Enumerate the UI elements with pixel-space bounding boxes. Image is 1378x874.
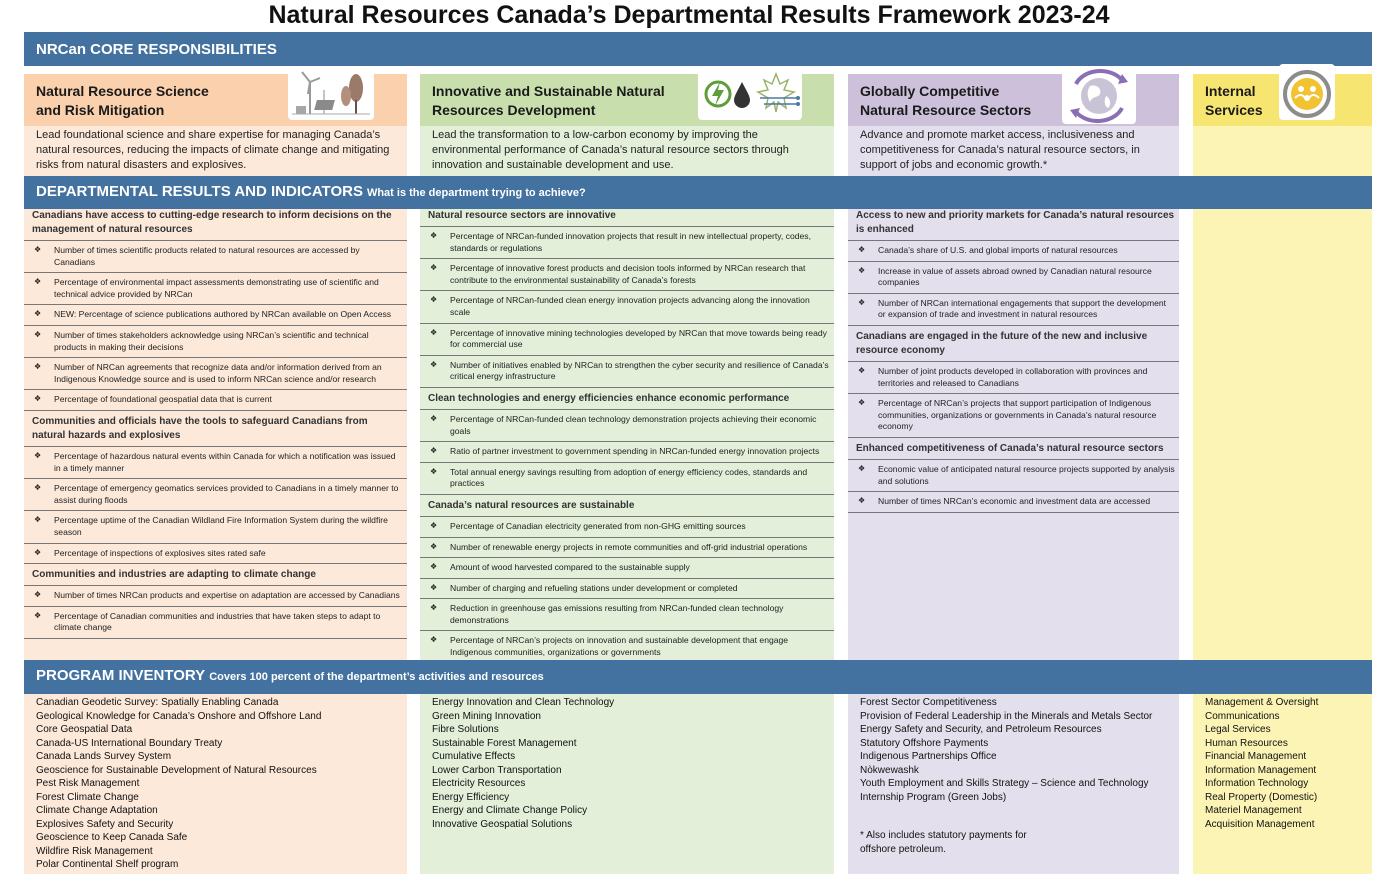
results-list-science [24, 209, 407, 643]
column-description-competitive: Advance and promote market access, inclusiveness and competitiveness for Canada’s natural resource sectors, in support of jobs and economic growth.* [860, 129, 1140, 171]
indicator-item: ❖ Number of times NRCan products and expertise on adaptation are accessed by Canadians [24, 586, 407, 607]
footnote: * Also includes statutory payments for offshore petroleum. [860, 830, 1027, 855]
indicator-item: ❖ Number of joint products developed in collaboration with provinces and territories and released to Canadians [848, 362, 1179, 394]
program-item: Real Property (Domestic) [1205, 791, 1318, 803]
results-band-title: DEPARTMENTAL RESULTS AND INDICATORS [36, 183, 363, 200]
indicator-item: ❖ Percentage of environmental impact assessments demonstrating use of scientific and technical advice provided by NRCan [24, 273, 407, 305]
column-heading-text: Internal Services [1205, 83, 1263, 118]
result-outcome: Canadians have access to cutting-edge research to inform decisions on the management of natural resources [24, 209, 407, 241]
program-item: Core Geospatial Data [36, 724, 133, 735]
indicator-item: ❖ Percentage uptime of the Canadian Wildland Fire Information System during the wildfire season [24, 511, 407, 543]
program-item: Energy and Climate Change Policy [432, 805, 588, 816]
results-list-innovation [420, 209, 834, 668]
result-outcome: Access to new and priority markets for Canada’s natural resources is enhanced [848, 209, 1179, 241]
result-outcome: Clean technologies and energy efficiencies enhance economic performance [420, 392, 834, 410]
result-outcome: Canadians are engaged in the future of the new and inclusive resource economy [848, 330, 1179, 362]
indicator-item: ❖ Percentage of Canadian communities and industries that have taken steps to adapt to climate change [24, 607, 407, 639]
indicator-item: ❖ Percentage of foundational geospatial data that is current [24, 390, 407, 411]
program-item: Forest Sector Competitiveness [860, 697, 997, 708]
indicator-item: ❖ Percentage of NRCan’s projects that support participation of Indigenous communities, organizations or governments in Canada’s natural resource economy [848, 394, 1179, 438]
indicator-item: ❖ Percentage of NRCan-funded clean technology demonstration projects achieving their economic goals [420, 410, 834, 442]
program-item: Nòkwewashk [860, 764, 919, 776]
program-inventory-band [24, 660, 1372, 694]
indicator-item: ❖ Amount of wood harvested compared to the sustainable supply [420, 558, 834, 579]
column-heading-text: Globally Competitive Natural Resource Sectors [860, 83, 1032, 118]
program-item: Forest Climate Change [36, 791, 139, 803]
program-item: Explosives Safety and Security [36, 818, 174, 830]
column-description-innovation: Lead the transformation to a low-carbon economy by improving the environmental performance of Canada’s natural resource sectors through innovation and sustainable development and use. [432, 129, 789, 171]
program-item: Energy Innovation and Clean Technology [432, 697, 615, 708]
program-item: Lower Carbon Transportation [432, 764, 562, 776]
indicator-item: ❖ Number of times NRCan’s economic and investment data are accessed [848, 492, 1179, 513]
program-item: Canadian Geodetic Survey: Spatially Enabling Canada [36, 697, 279, 708]
program-list-science [24, 696, 407, 872]
column-description-science: Lead foundational science and share expertise for managing Canada’s natural resources, reducing the impacts of climate change and mitigating risks from natural disasters and explosives. [36, 129, 390, 171]
program-item: Financial Management [1205, 751, 1307, 762]
wind-solar-forest-icon [288, 66, 374, 120]
program-item: Fibre Solutions [432, 724, 499, 735]
program-item: Management & Oversight [1205, 697, 1319, 708]
program-item: Geoscience for Sustainable Development of Natural Resources [36, 764, 317, 776]
program-list-internal [1193, 696, 1372, 831]
program-item: Legal Services [1205, 724, 1271, 735]
indicator-item: ❖ Percentage of Canadian electricity generated from non-GHG emitting sources [420, 517, 834, 538]
indicator-item: ❖ Percentage of NRCan’s projects on innovation and sustainable development that engage Indigenous communities, organizations or governments [420, 631, 834, 663]
indicator-item: ❖ Number of NRCan agreements that recognize data and/or information derived from an Indigenous Knowledge source and is used to inform NRCan science and/or research [24, 358, 407, 390]
program-item: Sustainable Forest Management [432, 737, 577, 749]
program-item: Canada-US International Boundary Treaty [36, 737, 223, 749]
program-item: Geological Knowledge for Canada’s Onshore and Offshore Land [36, 710, 322, 722]
indicator-item: ❖ Percentage of innovative mining technologies developed by NRCan that move towards being ready for commercial use [420, 324, 834, 356]
results-list-competitive [848, 209, 1179, 517]
program-item: Pest Risk Management [36, 778, 140, 789]
program-item: Geoscience to Keep Canada Safe [36, 832, 188, 843]
program-band-subtitle: Covers 100 percent of the department’s activities and resources [209, 671, 544, 683]
program-item: Green Mining Innovation [432, 710, 541, 722]
result-outcome: Natural resource sectors are innovative [420, 209, 834, 227]
indicator-item: ❖ Percentage of NRCan-funded clean energy innovation projects advancing along the innovation scale [420, 291, 834, 323]
program-item: Acquisition Management [1205, 818, 1315, 830]
indicator-item: ❖ Canada’s share of U.S. and global imports of natural resources [848, 241, 1179, 262]
program-item: Indigenous Partnerships Office [860, 751, 997, 762]
result-outcome: Canada’s natural resources are sustainable [420, 499, 834, 517]
indicator-item: ❖ Economic value of anticipated natural resource projects supported by analysis and solutions [848, 460, 1179, 492]
indicator-item: ❖ Percentage of hazardous natural events within Canada for which a notification was issued in a timely manner [24, 447, 407, 479]
program-item: Climate Change Adaptation [36, 805, 158, 816]
program-list-competitive [848, 696, 1179, 804]
indicator-item: ❖ Percentage of innovative forest products and decision tools informed by NRCan research that contribute to the environmental sustainability of Canada’s forests [420, 259, 834, 291]
result-outcome: Communities and officials have the tools to safeguard Canadians from natural hazards and explosives [24, 415, 407, 447]
core-responsibilities-band: NRCan CORE RESPONSIBILITIES [24, 32, 1372, 66]
program-band-title: PROGRAM INVENTORY [36, 667, 206, 684]
program-item: Canada Lands Survey System [36, 751, 172, 762]
indicator-item: ❖ Total annual energy savings resulting from adoption of energy efficiency codes, standards and practices [420, 463, 834, 495]
indicator-item: ❖ Percentage of NRCan-funded innovation projects that result in new intellectual property, codes, standards or regulations [420, 227, 834, 259]
indicator-item: ❖ Number of charging and refueling stations under development or completed [420, 579, 834, 600]
program-item: Electricity Resources [432, 778, 526, 789]
program-item: Polar Continental Shelf program [36, 859, 179, 870]
program-item: Communications [1205, 710, 1280, 722]
energy-drop-leaf-circuit-icon [698, 68, 802, 120]
indicator-item: ❖ Reduction in greenhouse gas emissions resulting from NRCan-funded clean technology demonstrations [420, 599, 834, 631]
results-band [24, 176, 1372, 209]
result-outcome: Enhanced competitiveness of Canada’s natural resource sectors [848, 442, 1179, 460]
indicator-item: ❖ Number of times stakeholders acknowledge using NRCan’s scientific and technical products in making their decisions [24, 326, 407, 358]
indicator-item: ❖ Number of NRCan international engagements that support the development or expansion of trade and investment in natural resources [848, 294, 1179, 326]
indicator-item: ❖ Percentage of inspections of explosives sites rated safe [24, 544, 407, 565]
result-outcome: Communities and industries are adapting to climate change [24, 568, 407, 586]
indicator-item: ❖ Number of times scientific products related to natural resources are accessed by Canadians [24, 241, 407, 273]
program-item: Materiel Management [1205, 805, 1302, 816]
program-item: Youth Employment and Skills Strategy – Science and Technology Internship Program (Green Jobs) [860, 778, 1149, 803]
page-title: Natural Resources Canada’s Departmental Results Framework 2023-24 [268, 1, 1110, 29]
people-circle-icon [1279, 64, 1335, 120]
indicator-item: ❖ Number of renewable energy projects in remote communities and off-grid industrial operations [420, 538, 834, 559]
column-heading-text: Natural Resource Science and Risk Mitigation [36, 83, 209, 118]
indicator-item: ❖ NEW: Percentage of science publications authored by NRCan available on Open Access [24, 305, 407, 326]
program-list-innovation [420, 696, 834, 831]
program-item: Energy Safety and Security, and Petroleum Resources [860, 724, 1102, 735]
indicator-item: ❖ Increase in value of assets abroad owned by Canadian natural resource companies [848, 262, 1179, 294]
program-item: Information Technology [1205, 778, 1309, 789]
program-item: Information Management [1205, 764, 1317, 776]
program-item: Provision of Federal Leadership in the Minerals and Metals Sector [860, 710, 1153, 722]
indicator-item: ❖ Ratio of partner investment to government spending in NRCan-funded energy innovation projects [420, 442, 834, 463]
column-heading-text: Innovative and Sustainable Natural Resources Development [432, 83, 665, 118]
program-item: Statutory Offshore Payments [860, 737, 989, 749]
results-band-subtitle: What is the department trying to achieve? [366, 187, 586, 199]
program-item: Wildfire Risk Management [36, 845, 153, 857]
indicator-item: ❖ Number of initiatives enabled by NRCan to strengthen the cyber security and resilience of Canada’s critical energy infrastructure [420, 356, 834, 388]
program-item: Cumulative Effects [432, 751, 516, 762]
program-item: Innovative Geospatial Solutions [432, 818, 573, 830]
indicator-item: ❖ Percentage of emergency geomatics services provided to Canadians in a timely manner to assist during floods [24, 479, 407, 511]
globe-arrows-icon [1062, 66, 1136, 124]
program-item: Human Resources [1205, 737, 1288, 749]
program-item: Energy Efficiency [432, 791, 510, 803]
